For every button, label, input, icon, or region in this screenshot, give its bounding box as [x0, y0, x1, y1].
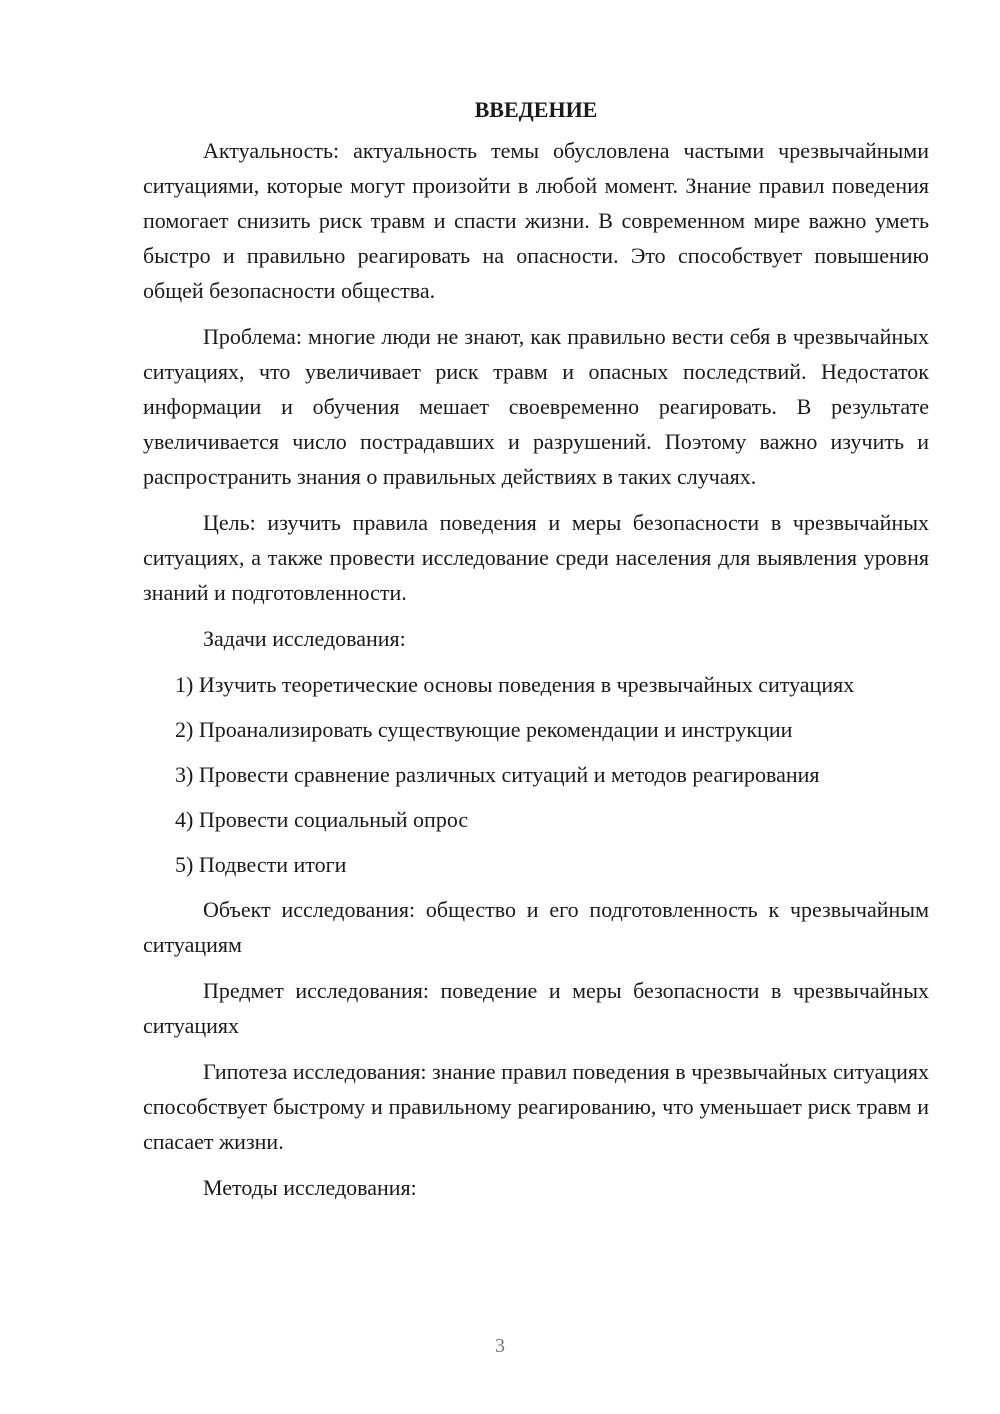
list-item: 2) Проанализировать существующие рекомендации и инструкции [175, 717, 793, 742]
page-title: ВВЕДЕНИЕ [474, 97, 598, 122]
paragraph-methods: Методы исследования: [203, 1175, 417, 1200]
list-item: 1) Изучить теоретические основы поведения в чрезвычайных ситуациях [175, 672, 855, 697]
list-item: 5) Подвести итоги [175, 852, 347, 877]
page-number: 3 [495, 1335, 505, 1357]
list-item: 4) Провести социальный опрос [175, 807, 469, 832]
paragraph-goal: Цель: изучить правила поведения и меры безопасности в чрезвычайных ситуациях, а также провести исследование среди населения для выявления уровня знаний и подготовленности. [143, 510, 929, 605]
task-list [143, 667, 929, 882]
page-content [143, 92, 929, 1216]
paragraph-object: Объект исследования: общество и его подготовленность к чрезвычайным ситуациям [143, 897, 929, 957]
paragraph-tasks-heading: Задачи исследования: [203, 626, 406, 651]
paragraph-problem: Проблема: многие люди не знают, как правильно вести себя в чрезвычайных ситуациях, что увеличивает риск травм и опасных последствий. Недостаток информации и обучения мешает своевременно реагировать. В результате увеличивается число пострадавших и разрушений. Поэтому важно изучить и распространить знания о правильных действиях в таких случаях. [143, 324, 929, 489]
paragraph-subject: Предмет исследования: поведение и меры безопасности в чрезвычайных ситуациях [143, 978, 929, 1038]
paragraph-hypothesis: Гипотеза исследования: знание правил поведения в чрезвычайных ситуациях способствует быстрому и правильному реагированию, что уменьшает риск травм и спасает жизни. [143, 1059, 929, 1154]
list-item: 3) Провести сравнение различных ситуаций и методов реагирования [175, 762, 820, 787]
paragraph-relevance: Актуальность: актуальность темы обусловлена частыми чрезвычайными ситуациями, которые могут произойти в любой момент. Знание правил поведения помогает снизить риск травм и спасти жизни. В современном мире важно уметь быстро и правильно реагировать на опасности. Это способствует повышению общей безопасности общества. [143, 138, 929, 303]
